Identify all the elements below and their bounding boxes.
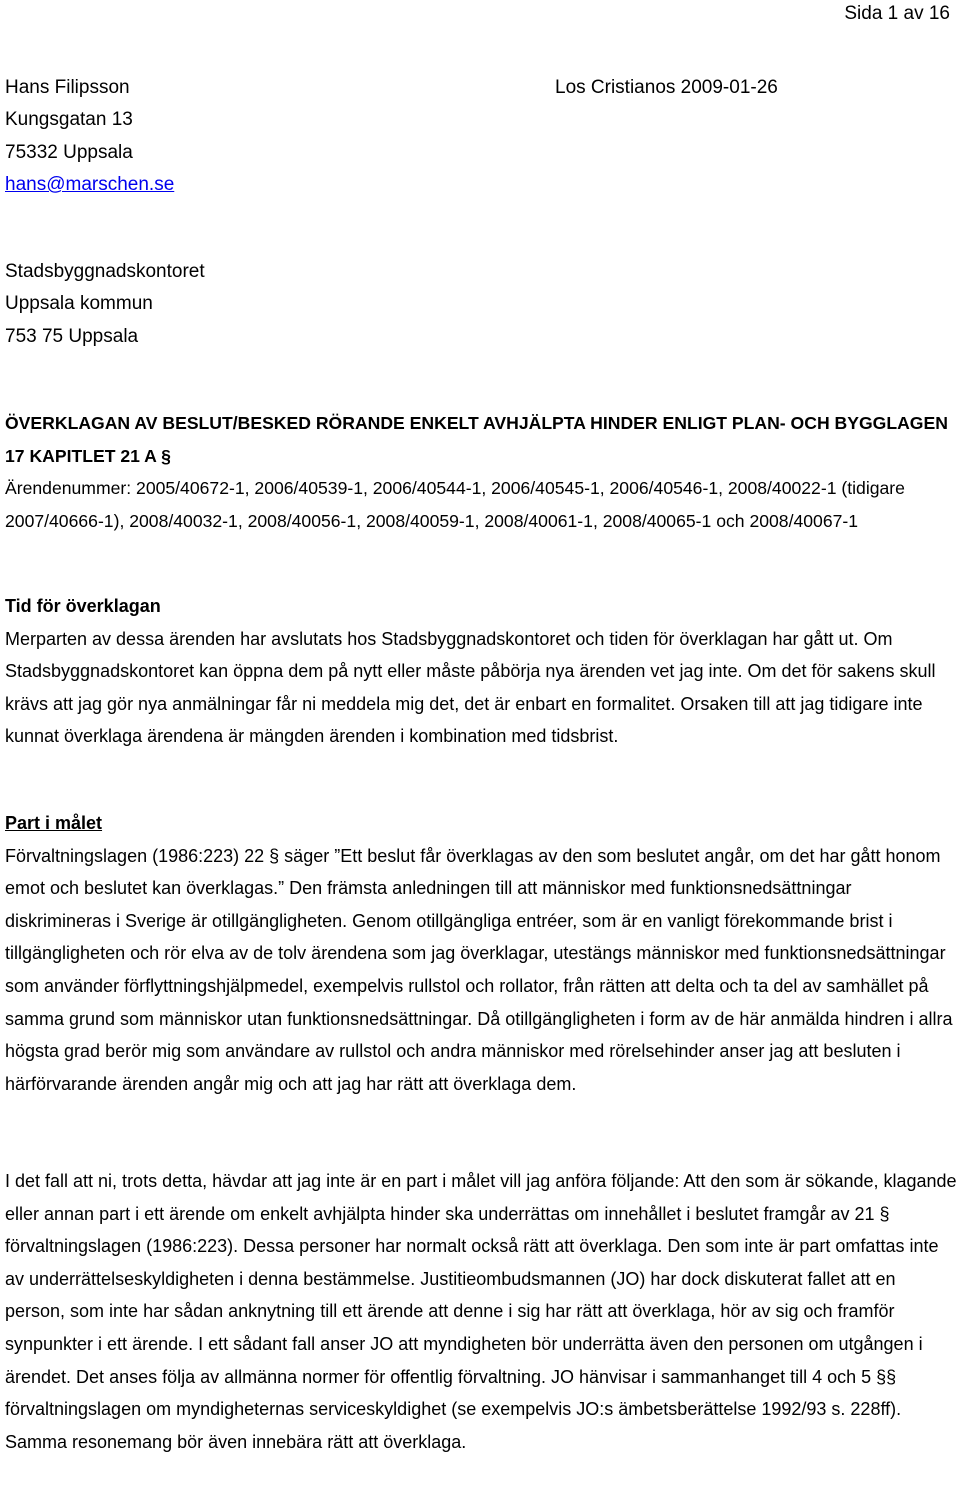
section-heading-party: Part i målet bbox=[5, 813, 103, 833]
paragraph-party-2: I det fall att ni, trots detta, hävdar att jag inte är en part i målet vill jag anföra följande: Att den som är sökande, klagande eller annan part i ett ärende om enkelt avhjälpta hinder ska underrättas om innehållet i beslutet framgår av 21 § förvaltningslagen (1986:223). Dessa personer har normalt också rätt att överklaga. Den som inte är part omfattas inte av underrättelseskyldigheten i denna bestämmelse. Justitieombudsmannen (JO) har dock diskuterat fallet att en person, som inte har sådan anknytning till ett ärende att denne i sig har rätt att överklaga, hör av sig och framför synpunkter i ett ärende. I ett sådant fall anser JO att myndigheten bör underrätta även den personen om utgången i ärendet. Det anses följa av allmänna normer för offentlig förvaltning. JO hänvisar i sammanhanget till 4 och 5 §§ förvaltningslagen om myndigheternas serviceskyldighet (se exempelvis JO:s ämbetsberättelse 1992/93 s. 228ff). Samma resonemang bör även innebära rätt att överklaga. bbox=[5, 1171, 957, 1452]
section-party-continued bbox=[5, 1165, 960, 1458]
case-numbers: Ärendenummer: 2005/40672-1, 2006/40539-1, 2006/40544-1, 2006/40545-1, 2006/40546-1, 2008/40022-1 (tidigare 2007/40666-1), 2008/40032-1, 2008/40056-1, 2008/40059-1, 2008/40061-1, 2008/40065-1 och 2008/40067-1 bbox=[5, 478, 905, 531]
sender-email-link[interactable]: hans@marschen.se bbox=[5, 174, 175, 195]
place-date: Los Cristianos 2009-01-26 bbox=[555, 77, 778, 98]
sender-name: Hans Filipsson bbox=[5, 77, 130, 98]
paragraph-deadline: Merparten av dessa ärenden har avslutats hos Stadsbyggnadskontoret och tiden för överklagan har gått ut. Om Stadsbyggnadskontoret kan öppna dem på nytt eller måste påbörja nya ärenden vet jag inte. Om det för sakens skull krävs att jag gör nya anmälningar får ni meddela mig det, det är enbart en formalitet. Orsaken till att jag tidigare inte kunnat överklaga ärendena är mängden ärenden i kombination med tidsbrist. bbox=[5, 628, 936, 747]
recipient-line-3: 753 75 Uppsala bbox=[5, 326, 139, 347]
recipient-line-1: Stadsbyggnadskontoret bbox=[5, 261, 205, 282]
section-heading-deadline: Tid för överklagan bbox=[5, 596, 161, 616]
document-title: ÖVERKLAGAN AV BESLUT/BESKED RÖRANDE ENKELT AVHJÄLPTA HINDER ENLIGT PLAN- OCH BYGGLAGEN 17 KAPITLET 21 A § bbox=[5, 413, 948, 466]
section-deadline bbox=[5, 590, 960, 753]
paragraph-party-1: Förvaltningslagen (1986:223) 22 § säger ”Ett beslut får överklagas av den som beslutet angår, om det har gått honom emot och beslutet kan överklagas.” Den främsta anledningen till att människor med funktionsnedsättningar diskrimineras i Sverige är otillgängligheten. Genom otillgängliga entréer, som är en vanligt förekommande brist i tillgängligheten och rör elva av de tolv ärendena som jag överklagar, utestängs människor med funktionsnedsättningar som använder förflyttningshjälpmedel, exempelvis rullstol och rollator, från rätten att delta och ta del av samhället på samma grund som människor utan funktionsnedsättningar. Då otillgängligheten i form av de här anmälda hindren i allra högsta grad berör mig som användare av rullstol och andra människor med rörelsehinder anser jag att besluten i härförvarande ärenden angår mig och att jag har rätt att överklaga dem. bbox=[5, 845, 953, 1094]
section-party bbox=[5, 807, 960, 1100]
sender-postal: 75332 Uppsala bbox=[5, 142, 133, 163]
page-number: Sida 1 av 16 bbox=[844, 3, 950, 24]
recipient-line-2: Uppsala kommun bbox=[5, 293, 153, 314]
sender-street: Kungsgatan 13 bbox=[5, 109, 133, 130]
